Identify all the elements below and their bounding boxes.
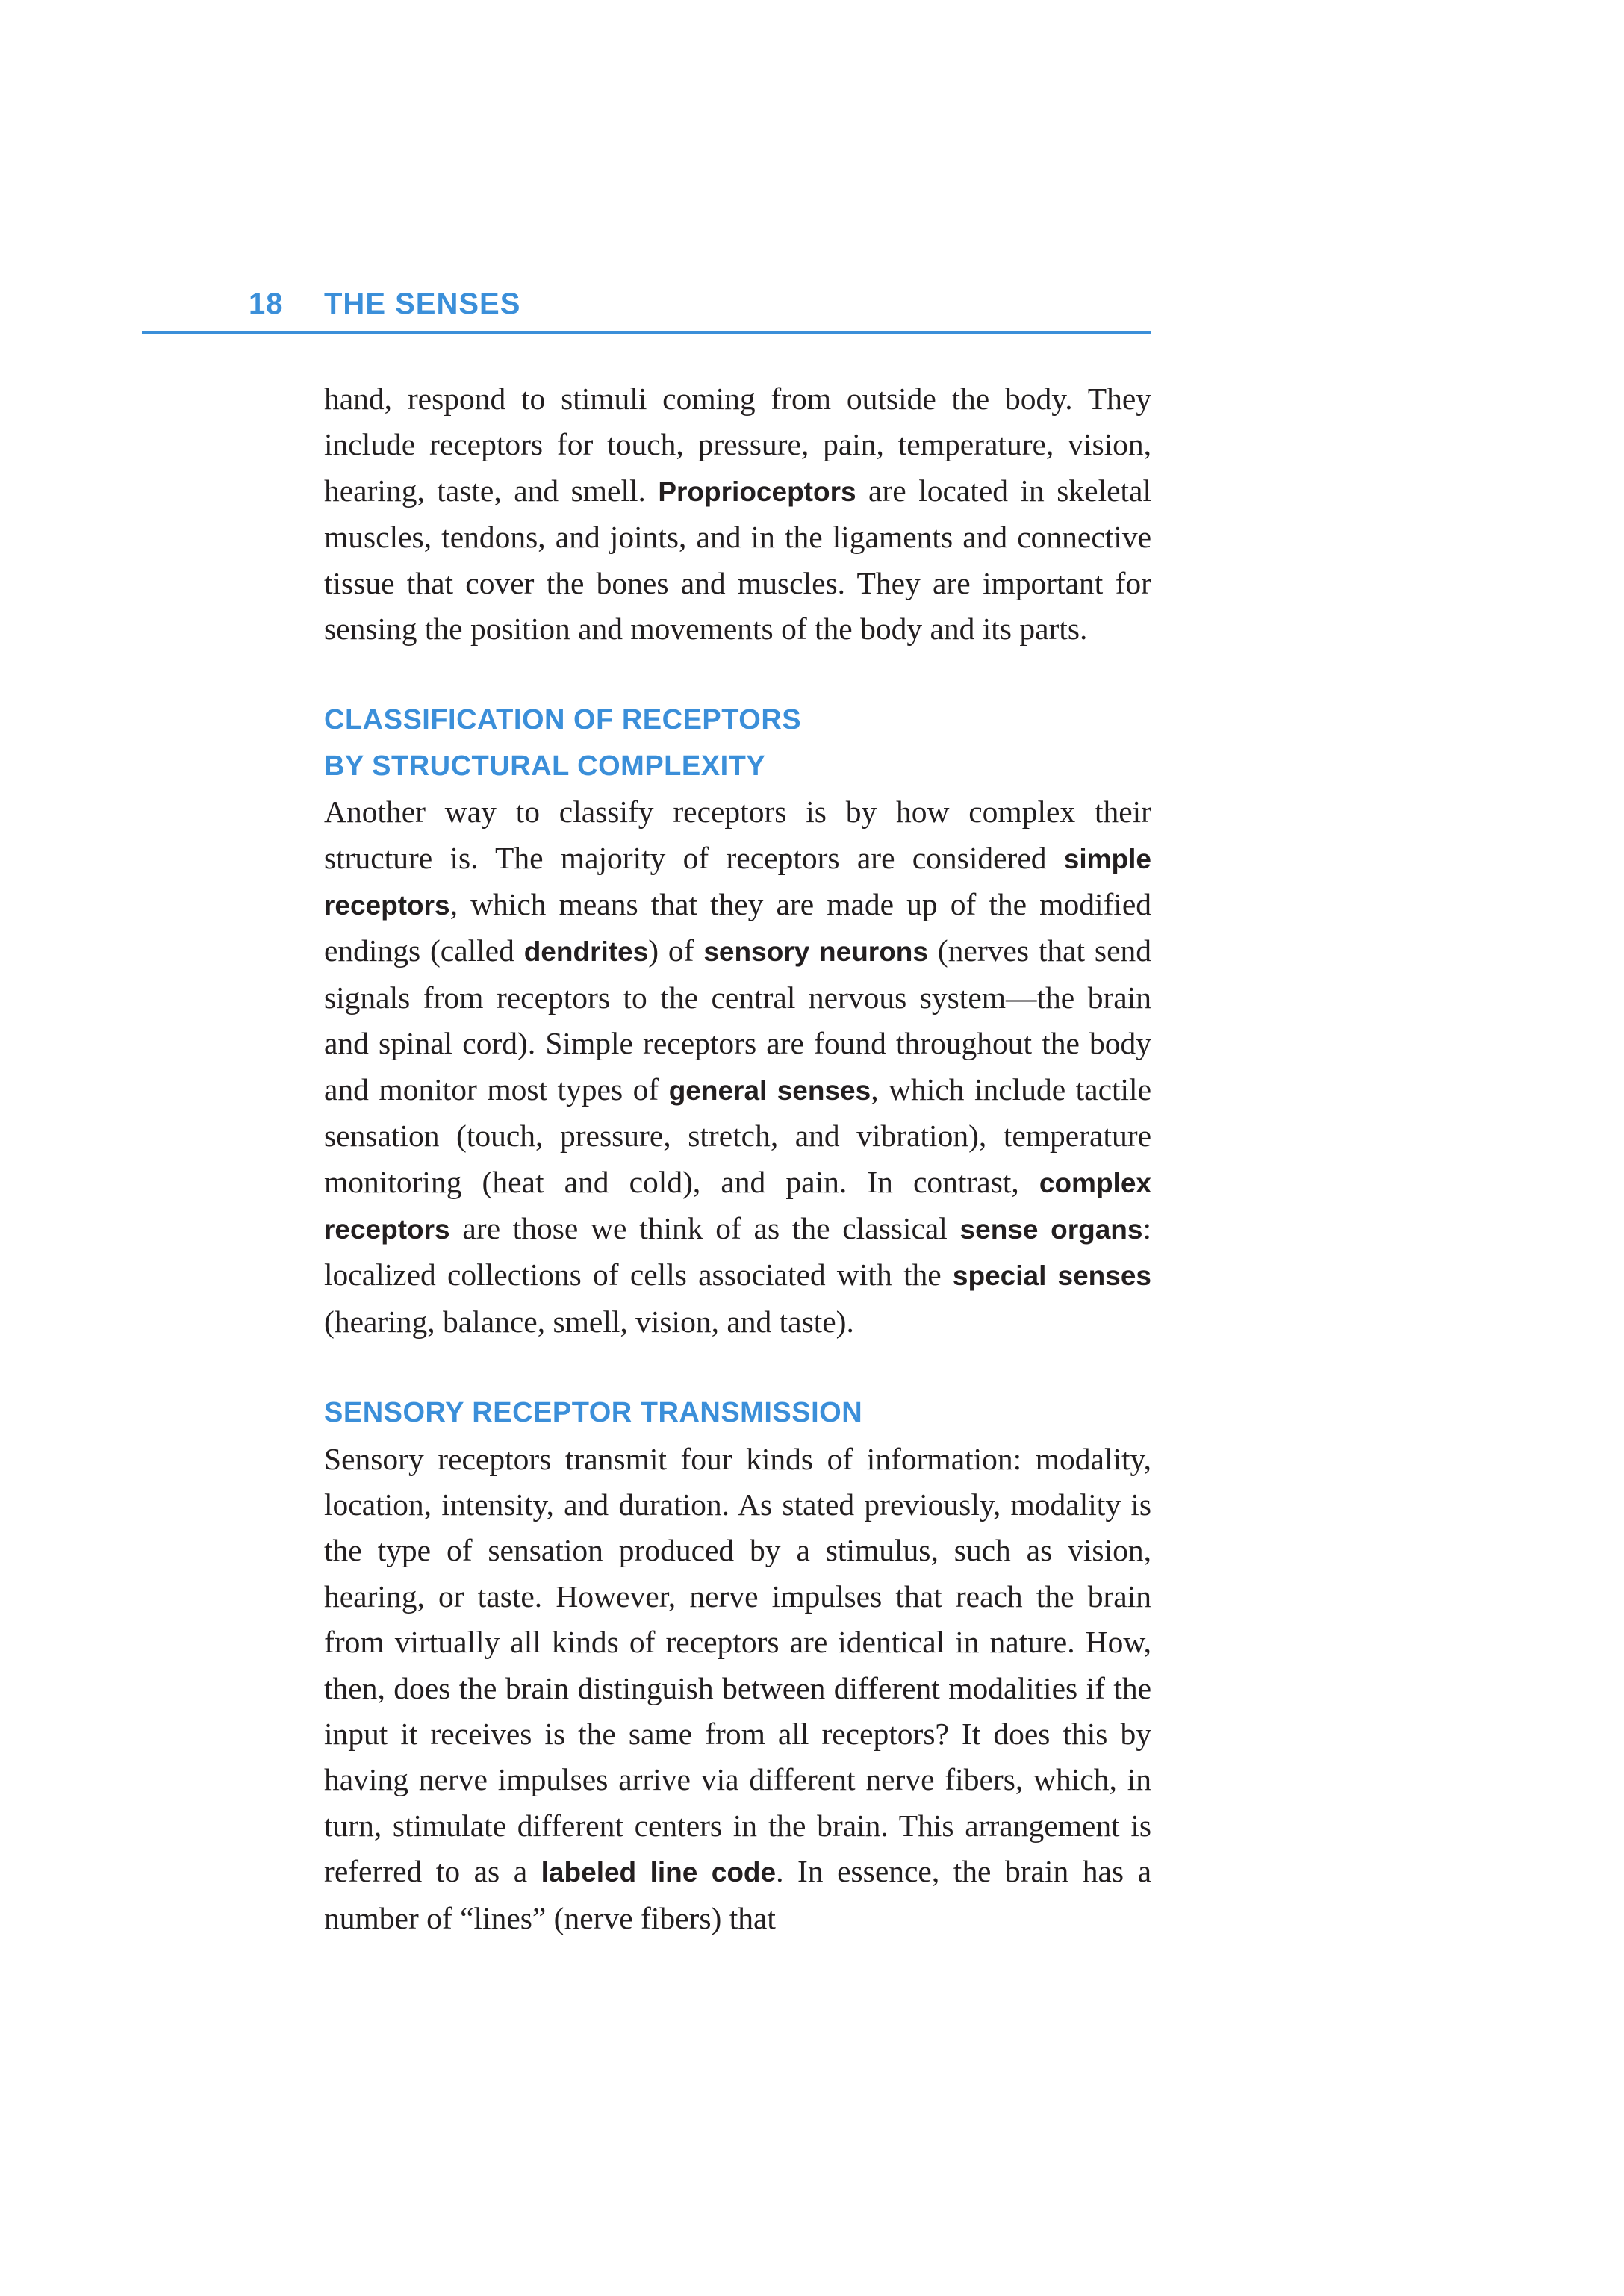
book-title: THE SENSES <box>324 287 521 320</box>
section-heading-classification <box>324 697 1151 789</box>
key-term-dendrites: dendrites <box>523 936 649 968</box>
intro-paragraph <box>324 376 1151 652</box>
text-run: , which include tactile sensation (touch, pressure, stretch, and vibration), temperature monitoring (heat and cold), and pain. In contrast, <box>324 1071 1152 1199</box>
text-run: ) of <box>648 933 704 968</box>
text-run: : localized collections of cells associated with the <box>324 1210 1151 1292</box>
heading-line: BY STRUCTURAL COMPLEXITY <box>324 750 766 782</box>
key-term-sensory-neurons: sensory neurons <box>703 936 928 968</box>
body-text <box>324 376 1151 1941</box>
key-term-special-senses: special senses <box>952 1260 1151 1292</box>
text-run: Sensory receptors transmit four kinds of information: modality, location, intensity, and duration. As stated previously, modality is the type of sensation produced by a stimulus, such as vision, hearing, or taste. However, nerve impulses that reach the brain from virtually all kinds of receptors are identical in nature. How, then, does the brain distinguish between different modalities if the input it receives is the same from all receptors? It does this by having nerve impulses arrive via different nerve fibers, which, in turn, stimulate different centers in the brain. This arrangement is referred to as a <box>324 1441 1151 1889</box>
classification-paragraph <box>324 789 1151 1345</box>
section-heading-transmission: SENSORY RECEPTOR TRANSMISSION <box>324 1397 863 1429</box>
text-run: are those we think of as the classical <box>449 1210 960 1245</box>
key-term-complex-receptors: complex receptors <box>324 1167 1151 1245</box>
running-head <box>142 286 1151 334</box>
key-term-simple-receptors: simple receptors <box>324 843 1151 921</box>
text-run: . In essence, the brain has a number of “lines” (nerve fibers) that <box>324 1854 1151 1935</box>
key-term-proprioceptors: Proprioceptors <box>658 476 856 507</box>
page-number: 18 <box>249 287 284 320</box>
key-term-sense-organs: sense organs <box>959 1213 1143 1245</box>
section-spacer <box>324 1345 1151 1390</box>
text-run: , which means that they are made up of the modified endings (called <box>324 887 1151 968</box>
text-run: Another way to classify receptors is by how complex their structure is. The majority of receptors are considered <box>324 794 1151 875</box>
text-run: (hearing, balance, smell, vision, and taste). <box>324 1304 854 1339</box>
transmission-paragraph <box>324 1437 1151 1941</box>
text-run: are located in skeletal muscles, tendons, and joints, and in the ligaments and connective tissue that cover the bones and muscles. They are important for sensing the position and movements of the body and its parts. <box>324 473 1151 647</box>
section-spacer <box>324 652 1151 697</box>
text-run: hand, respond to stimuli coming from outside the body. They include receptors for touch, pressure, pain, temperature, vision, hearing, taste, and smell. <box>324 382 1151 508</box>
heading-line: CLASSIFICATION OF RECEPTORS <box>324 704 802 736</box>
key-term-labeled-line-code: labeled line code <box>541 1857 777 1888</box>
key-term-general-senses: general senses <box>668 1074 871 1106</box>
text-run: (nerves that send signals from receptors to the central nervous system—the brain and spinal cord). Simple receptors are found throughout the body and monitor most types of <box>324 933 1151 1107</box>
